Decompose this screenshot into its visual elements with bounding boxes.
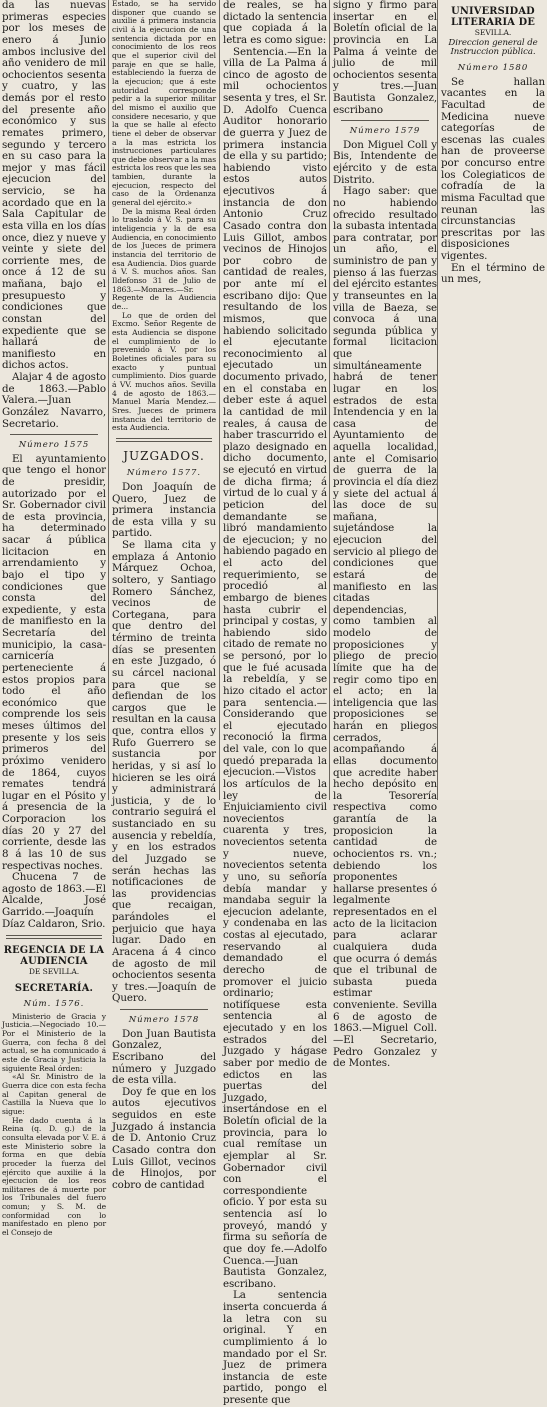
paragraph: En el término de un mes, (441, 261, 545, 286)
paragraph: Lo que de orden del Excmo. Señor Regente de esta Audiencia se dispone el cumplimiento de lo prevenido á V. por los Boletines oficiales para su exacto y puntual cumplimiento. Dios guarde á VV. muchos años. Sevilla 4 de agosto de 1863.—Manuel María Mendez.—Sres. Jueces de primera instancia del territorio de esta Audiencia. (112, 310, 216, 433)
paragraph: La sentencia inserta concuerda á la letra con su original. Y en cumplimiento á lo mandado por el Sr. Juez de primera instancia de este partido, pongo el presente que (223, 1289, 327, 1406)
column-rule (329, 0, 330, 800)
paragraph: «Al Sr. Ministro de la Guerra dice con esta fecha al Capitan general de Castilla la Nueva que lo sigue: (2, 1072, 106, 1116)
paragraph: signo y firmo para insertar en el Boletín oficial de la provincia en La Palma á veinte de julio de mil ochocientos sesenta y tres.—Juan Bautista Gonzalez, escribano (333, 0, 437, 116)
notice-number: Número 1575 (18, 440, 90, 451)
section-subheading: DE SEVILLA. (28, 967, 80, 977)
column-rule (437, 0, 438, 800)
paragraph: Sentencia.—En la villa de La Palma á cinco de agosto de mil ochocientos sesenta y tres, el Sr. D. Adolfo Cuenca Auditor honorario de guerra y Juez de primera instancia de ella y su partido; habiendo visto estos autos ejecutivos á instancia de don Antonio Cruz Casado contra don Luis Gillot, ambos vecinos de Hinojos por cobro de cantidad de reales, por ante mí el escribano dijo: Que resultando de los mismos, que habiendo solicitado el ejecutante reconocimiento al ejecutado un documento privado, en el constaba en deber este á aquel la cantidad de mil reales, á causa de haber trascurrido el plazo designado en dicho documento, se ejecutó en virtud de dicha firma; á virtud de lo cual y á peticion del demandante se libró mandamiento de ejecucion; y no habiendo pagado en el acto del requerimiento, se procedió al embargo de bienes hasta cubrir el principal y costas, y habiendo sido citado de remate no se personó, por lo que le fué acusada la rebeldía, y se hizo citado el actor para sentencia.—Considerando que el ejecutado reconoció la firma del vale, con lo que quedó preparada la ejecucion.—Vistos los artículos de la ley de Enjuiciamiento civil novecientos cuarenta y tres, novecientos setenta y nueve, novecientos setenta y uno, su señoría debía mandar y mandaba seguir la ejecucion adelante, y condenaba en las costas al ejecutado, reservando al demandado el derecho de promover el juicio ordinario; notifíquese esta sentencia al ejecutado y en los estrados del Juzgado y hágase saber por medio de edictos en las puertas del Juzgado, insertándose en el Boletín oficial de la provincia, para lo cual remítase un ejemplar al Sr. Gobernador civil con el correspondiente oficio. Y por esta su sentencia así lo proveyó, mandó y firma su señoría de que doy fe.—Adolfo Cuenca.—Juan Bautista Gonzalez, escribano. (223, 45, 327, 1290)
paragraph: De la misma Real órden lo traslado á V. S. para su inteligencia y la de esa Audiencia, en conocimiento de los Jueces de primera instancia del territorio de esa Audiencia. Dios guarde á V. S. muchos años. San Ildefonso 31 de Julio de 1863.—Monares.—Sr. Regente de la Audiencia de... (112, 206, 216, 311)
section-heading: SECRETARÍA. (14, 983, 94, 995)
column-rule (219, 0, 220, 800)
column-rule (108, 0, 109, 800)
paragraph: Se hallan vacantes en la Facultad de Medicina nueve categorías de escenas las cuales han de proveerse por concurso entre los Colegiaticos de cofradía de la misma Facultad que reunan las circunstancias prescritas por las disposiciones vigentes. (441, 75, 545, 263)
paragraph-signature: Chucena 7 de agosto de 1863.—El Alcalde, José Garrido.—Joaquín Díaz Caldaron, Srio. (2, 871, 106, 930)
notice-number: Número 1579 (349, 126, 421, 137)
notice-number: Número 1580 (457, 63, 529, 74)
paragraph: Ministerio de Gracia y Justicia.—Negociado 10.—Por el Ministerio de la Guerra, con fecha 8 del actual, se ha comunicado á este de Gracia y Justicia la siguiente Real órden: (2, 1011, 106, 1073)
section-subheading: Direccion general de Instruccion pública. (448, 37, 538, 58)
column-5 (441, 0, 545, 800)
section-heading: JUZGADOS. (123, 448, 205, 463)
paragraph: Don Joaquín de Quero, Juez de primera instancia de esta villa y su partido. (112, 480, 216, 540)
paragraph: Doy fe que en los autos ejecutivos seguidos en este Juzgado á instancia de D. Antonio Cruz Casado contra don Luis Gillot, vecinos de Hinojos, por cobro de cantidad (112, 1085, 216, 1191)
section-subheading: SEVILLA. (474, 28, 512, 38)
column-2 (112, 0, 216, 1191)
column-3 (223, 0, 327, 1406)
notice-number: Número 1578 (128, 1015, 200, 1026)
paragraph: da las nuevas primeras especies por los meses de enero á Junio ambos inclusive del año venidero de mil ochocientos sesenta y cuatro, y las demás por el resto del presente año económico y sus remates primero, segundo y tercero en su caso para la mejor y mas fácil ejecucion del servicio, se ha acordado que en la Sala Capitular de esta villa en los días once, diez y nueve y veinte y siete del corriente mes, de once á 12 de su mañana, bajo el presupuesto y condiciones que constan del expediente que se hallará de manifiesto en dichos actos. (2, 0, 106, 372)
paragraph-signature: Alajar 4 de agosto de 1863.—Pablo Valera.—Juan González Navarro, Secretario. (2, 371, 106, 430)
paragraph: El ayuntamiento que tengo el honor de presidir, autorizado por el Sr. Gobernador civil de esta provincia, ha determinado sacar á pública licitacion en arrendamiento y bajo el tipo y condiciones que consta del expediente, y esta de manifiesto en la Secretaría del municipio, la casa-carnicería perteneciente á estos propios para todo el año económico que comprende los seis meses últimos del presente y los seis primeros del próximo venidero de 1864, cuyos remates tendrá lugar en el Pósito y á presencia de la Corporacion los días 20 y 27 del corriente, desde las 8 á las 10 de sus respectivas noches. (2, 452, 106, 872)
paragraph: Don Miguel Coll y Bis, Intendente de ejército y de esta Distrito. (333, 138, 437, 186)
paragraph: Hago saber: que no habiendo ofrecido resultado la subasta intentada para contratar, por un año, el suministro de pan y pienso á las fuerzas del ejército estantes y transeuntes en la villa de Baeza, se convoca á una segunda pública y formal licitacion que simultáneamente habrá de tener lugar en los estrados de esta Intendencia y en la casa de Ayuntamiento de aquella localidad, ante el Comisario de guerra de la provincia el día diez y siete del actual á las doce de su mañana, sujetándose la ejecucion del servicio al pliego de condiciones que estará de manifiesto en las citadas dependencias, como tambien al modelo de proposiciones y pliego de precio límite que ha de regir como tipo en el acto; en la inteligencia que las proposiciones se harán en pliegos cerrados, acompañando á ellas documento que acredite haber hecho depósito en la Tesorería respectiva como garantía de la proposicion la cantidad de ochocientos rs. vn.; debiendo los proponentes hallarse presentes ó legalmente representados en el acto de la licitacion para aclarar cualquiera duda que ocurra ó demás que el tribunal de subasta pueda estimar conveniente. Sevilla 6 de agosto de 1863.—Miguel Coll.—El Secretario, Pedro Gonzalez y de Montes. (333, 185, 437, 1070)
divider (341, 120, 429, 121)
notice-number: Núm. 1576. (23, 999, 85, 1010)
section-heading: REGENCIA DE LA AUDIENCIA (3, 945, 105, 968)
section-heading: UNIVERSIDAD LITERARIA DE (450, 6, 536, 29)
divider (6, 935, 102, 939)
notice-number: Número 1577. (126, 468, 202, 479)
column-4 (333, 0, 437, 1070)
column-1 (2, 0, 106, 1238)
paragraph: Se llama cita y emplaza á Antonio Márquez Ochoa, soltero, y Santiago Romero Sánchez, vecinos de Cortegana, para que dentro del término de treinta días se presenten en este Juzgado, ó su cárcel nacional para que se defiendan de los cargos que le resultan en la causa que, contra ellos y Rufo Guerrero se sustancia por heridas, y si así lo hicieren se les oirá y administrará justicia, y de lo contrario seguirá el sustanciado en su ausencia y rebeldía, y en los estrados del Juzgado se serán hechas las notificaciones de las providencias que recaigan, parándoles el perjuicio que haya lugar. Dado en Aracena á 4 cinco de agosto de mil ochocientos sesenta y tres.—Joaquín de Quero. (112, 539, 216, 1005)
divider (10, 434, 98, 435)
paragraph: He dado cuenta á la Reina (q. D. g.) de la consulta elevada por V. E. á este Ministerio sobre la forma en que debía proceder la fuerza del ejército que auxilie á la ejecucion de los reos militares de á muerte por los Tribunales del fuero comun; y S. M. de conformidad con lo manifestado en pleno por el Consejo de (2, 1115, 106, 1238)
divider (116, 438, 212, 442)
paragraph: Estado, se ha servido disponer que cuando se auxilie á primera instancia civil á la ejecucion de una sentencia dictada por en conocimiento de los reos que el superior civil del paraje en que se halle, estableciendo la fuerza de la ejecucion; que á este autoridad corresponde pedir a la superior militar del mismo el auxilio que considere necesario, y que la que se halle al efecto tiene el deber de observar a la mas estricta los instrucciones particulares que debe observar a la mas estricta los reos que les sea tambien, durante la ejecucion, respecto del caso de la Ordenanza general del ejército.» (112, 0, 216, 208)
paragraph: de reales, se ha dictado la sentencia que copiada á la letra es como sigue: (223, 0, 327, 46)
paragraph: Don Juan Bautista Gonzalez, Escribano del número y Juzgado de esta villa. (112, 1027, 216, 1087)
divider (120, 1009, 208, 1010)
